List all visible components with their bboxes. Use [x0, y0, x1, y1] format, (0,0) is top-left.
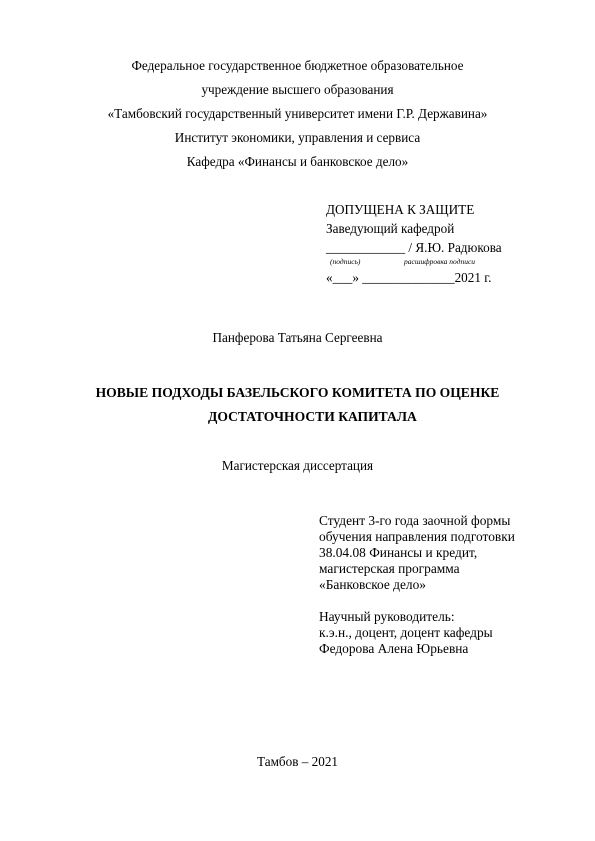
university-header-line-2: учреждение высшего образования [201, 82, 394, 97]
supervisor-name: Федорова Алена Юрьевна [319, 641, 469, 656]
student-info-line-3: 38.04.08 Финансы и кредит, [319, 545, 478, 560]
department-name: Кафедра «Финансы и банковское дело» [186, 154, 409, 169]
work-type: Магистерская диссертация [221, 458, 374, 473]
author-name: Панферова Татьяна Сергеевна [212, 330, 383, 345]
approval-date-line: «___» ______________2021 г. [326, 270, 492, 285]
student-info-line-4: магистерская программа [319, 561, 460, 576]
signature-caption: (подпись) [330, 257, 361, 266]
university-header-line-1: Федеральное государственное бюджетное образовательное [131, 58, 464, 73]
thesis-title-line-2: ДОСТАТОЧНОСТИ КАПИТАЛА [208, 409, 417, 424]
thesis-title-line-1: НОВЫЕ ПОДХОДЫ БАЗЕЛЬСКОГО КОМИТЕТА ПО ОЦЕНКЕ [95, 385, 500, 400]
city-year: Тамбов – 2021 [256, 754, 339, 769]
student-info-line-5: «Банковское дело» [319, 577, 427, 592]
student-info-line-2: обучения направления подготовки [319, 529, 515, 544]
decoding-caption: расшифровка подписи [404, 257, 476, 266]
university-name: «Тамбовский государственный университет имени Г.Р. Державина» [107, 106, 488, 121]
supervisor-label: Научный руководитель: [319, 609, 455, 624]
institute-name: Институт экономики, управления и сервиса [174, 130, 421, 145]
student-info-line-1: Студент 3-го года заочной формы [319, 513, 511, 528]
approval-title: ДОПУЩЕНА К ЗАЩИТЕ [326, 202, 475, 217]
approval-signature-line: ____________ / Я.Ю. Радюкова [326, 240, 502, 255]
supervisor-degree: к.э.н., доцент, доцент кафедры [319, 625, 493, 640]
approval-position: Заведующий кафедрой [326, 221, 455, 236]
